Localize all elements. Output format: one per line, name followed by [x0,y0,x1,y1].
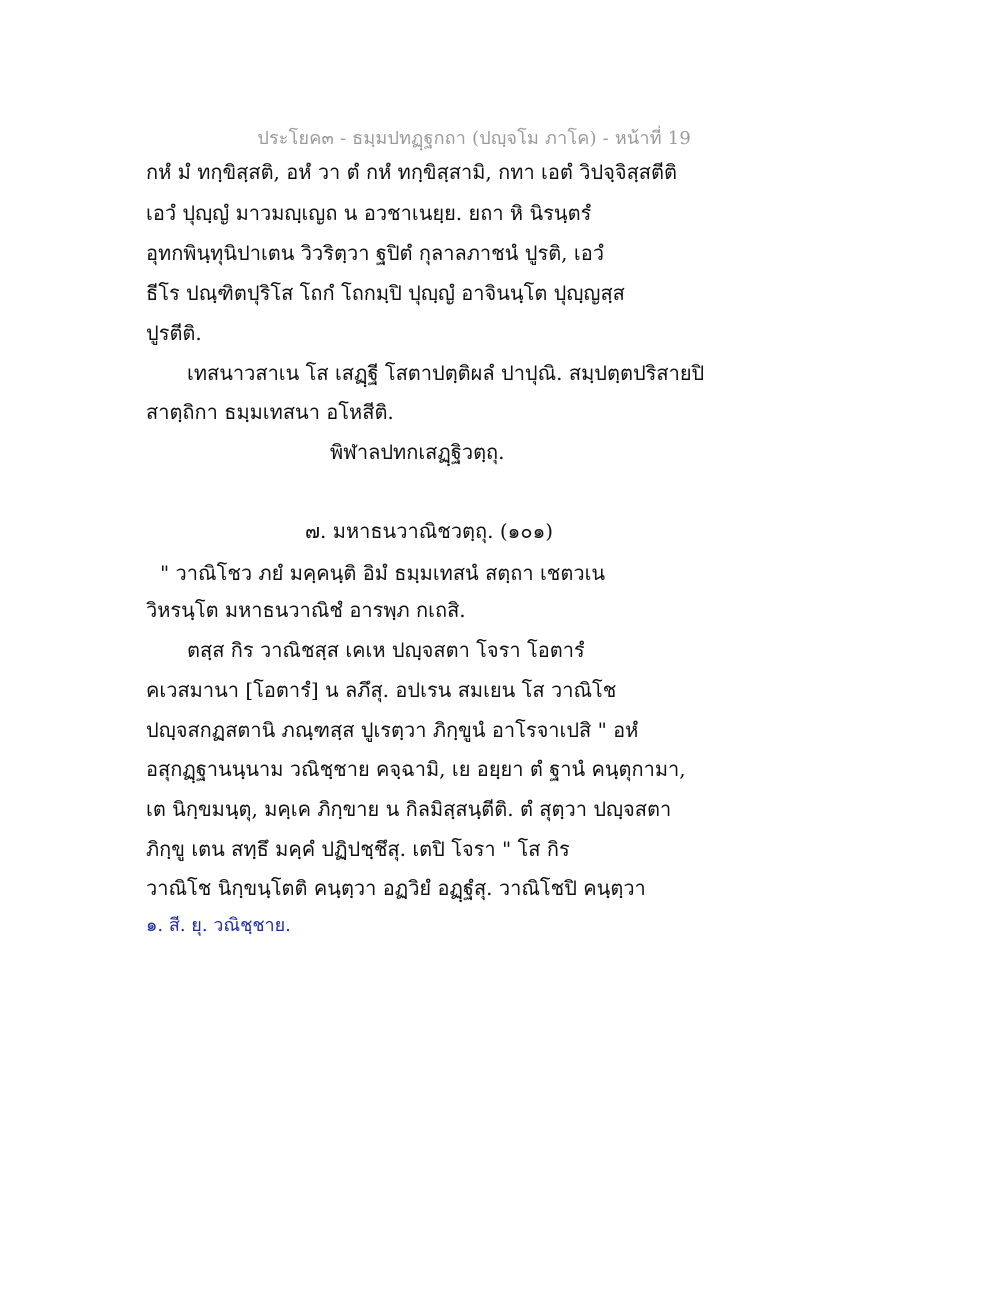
text-line: อสุกฏฺฐานนฺนาม วณิชฺชาย คจฺฉามิ, เย อยฺยา ตํ ฐานํ คนฺตุกามา, [146,757,686,781]
quote-line: " วาณิโชว ภยํ มคฺคนฺติ อิมํ ธมฺมเทสนํ สตฺถา เชตวเน [160,561,606,585]
text-line: ภิกฺขู เตน สทฺธึ มคฺคํ ปฏิปชฺชึสุ. เตปิ โจรา " โส กิร [146,837,570,861]
footnote: ๑. สี. ยุ. วณิชฺชาย. [146,915,291,936]
text-line: เอวํ ปุญฺญํ มาวมญฺเญถ น อวชาเนยฺย. ยถา หิ นิรนฺตรํ [146,201,592,225]
text-line: วาณิโช นิกฺขนฺโตติ คนฺตฺวา อฏวิยํ อฏฺฐํสุ. วาณิโชปิ คนฺตฺวา [146,876,646,900]
story-end-title: พิฬาลปทกเสฏฺฐิวตฺถุ. [330,440,505,464]
text-line: เต นิกฺขมนฺตุ, มคฺเค ภิกฺขาย น กิลมิสฺสนฺตีติ. ตํ สุตฺวา ปญฺจสตา [146,797,672,821]
page-header: ประโยค๓ - ธมฺมปทฏฺฐกถา (ปญฺจโม ภาโค) - หน้าที่ 19 [257,128,691,149]
section-heading: ๗. มหาธนวาณิชวตฺถุ. (๑๐๑) [305,519,554,543]
paragraph-first-line: ตสฺส กิร วาณิชสฺส เคเห ปญฺจสตา โจรา โอตารํ [187,638,585,662]
text-line: คเวสมานา [โอตารํ] น ลภึสุ. อปเรน สมเยน โส วาณิโช [146,678,617,702]
text-line: กหํ มํ ทกฺขิสฺสติ, อหํ วา ตํ กหํ ทกฺขิสฺสามิ, กทา เอตํ วิปจฺจิสฺสตีติ [146,160,677,184]
text-line: ปูรตีติ. [146,321,202,345]
paragraph-first-line: เทสนาวสาเน โส เสฏฺฐี โสตาปตฺติผลํ ปาปุณิ. สมฺปตฺตปริสายปิ [187,361,705,385]
text-line: อุทกพินฺทุนิปาเตน วิวริตฺวา ฐปิตํ กุลาลภาชนํ ปูรติ, เอวํ [146,241,604,265]
text-line: ธีโร ปณฺฑิตปุริโส โถกํ โถกมฺปิ ปุญฺญํ อาจินนฺโต ปุญฺญสฺส [146,281,625,305]
text-line: ปญฺจสกฏสตานิ ภณฺฑสฺส ปูเรตฺวา ภิกฺขูนํ อาโรจาเปสิ " อหํ [146,718,639,742]
text-line: วิหรนฺโต มหาธนวาณิชํ อารพฺภ กเถสิ. [146,598,466,622]
text-line: สาตฺถิกา ธมฺมเทสนา อโหสีติ. [146,400,394,424]
